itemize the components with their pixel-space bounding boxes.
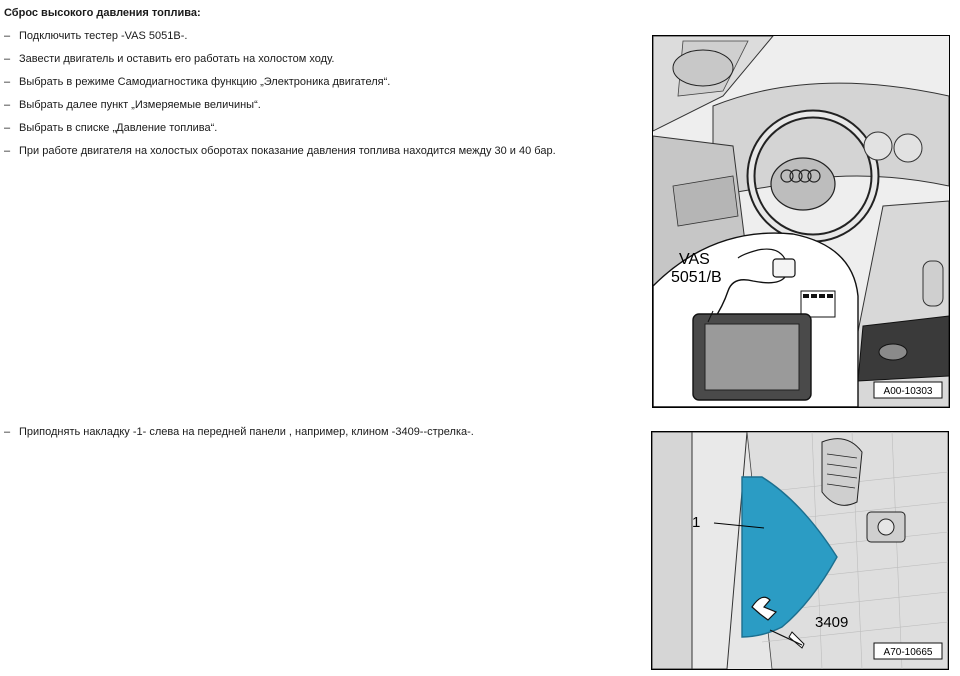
callout-1-label: 1 [692,514,701,531]
figure-vas-tester-connection [652,35,950,408]
figure-code: A70-10665 [883,647,933,658]
list-dash: – [4,145,11,157]
list-item-text: Подключить тестер -VAS 5051B-. [19,30,188,42]
list-dash: – [4,122,11,134]
list-item [4,122,217,134]
figure-vas-illustration [653,36,949,407]
list-dash: – [4,53,11,65]
figure-trim-removal [651,431,949,670]
list-item-text: Завести двигатель и оставить его работать на холостом ходу. [19,53,335,65]
list-dash: – [4,99,11,111]
list-item-text: Выбрать в режиме Самодиагностика функцию „Электроника двигателя“. [19,76,391,88]
list-dash: – [4,426,11,438]
list-item-text: Выбрать в списке „Давление топлива“. [19,122,218,134]
list-item [4,53,334,65]
callout-3409-label: 3409 [815,614,849,631]
list-dash: – [4,76,11,88]
list-item-text: Приподнять накладку -1- слева на передней панели , например, клином -3409--стрелка-. [19,426,474,438]
figure-label-5051b: 5051/B [671,269,722,286]
list-item [4,99,261,111]
list-item [4,76,390,88]
list-item [4,426,474,438]
list-item [4,145,556,157]
figure-code: A00-10303 [883,386,933,397]
figure-label-vas: VAS [679,251,710,268]
page-title: Сброс высокого давления топлива: [4,7,201,19]
list-item-text: Выбрать далее пункт „Измеряемые величины“. [19,99,261,111]
list-dash: – [4,30,11,42]
list-item-text: При работе двигателя на холостых оборотах показание давления топлива находится между 30 и 40 бар. [19,145,556,157]
list-item [4,30,187,42]
figure-trim-illustration [652,432,948,669]
